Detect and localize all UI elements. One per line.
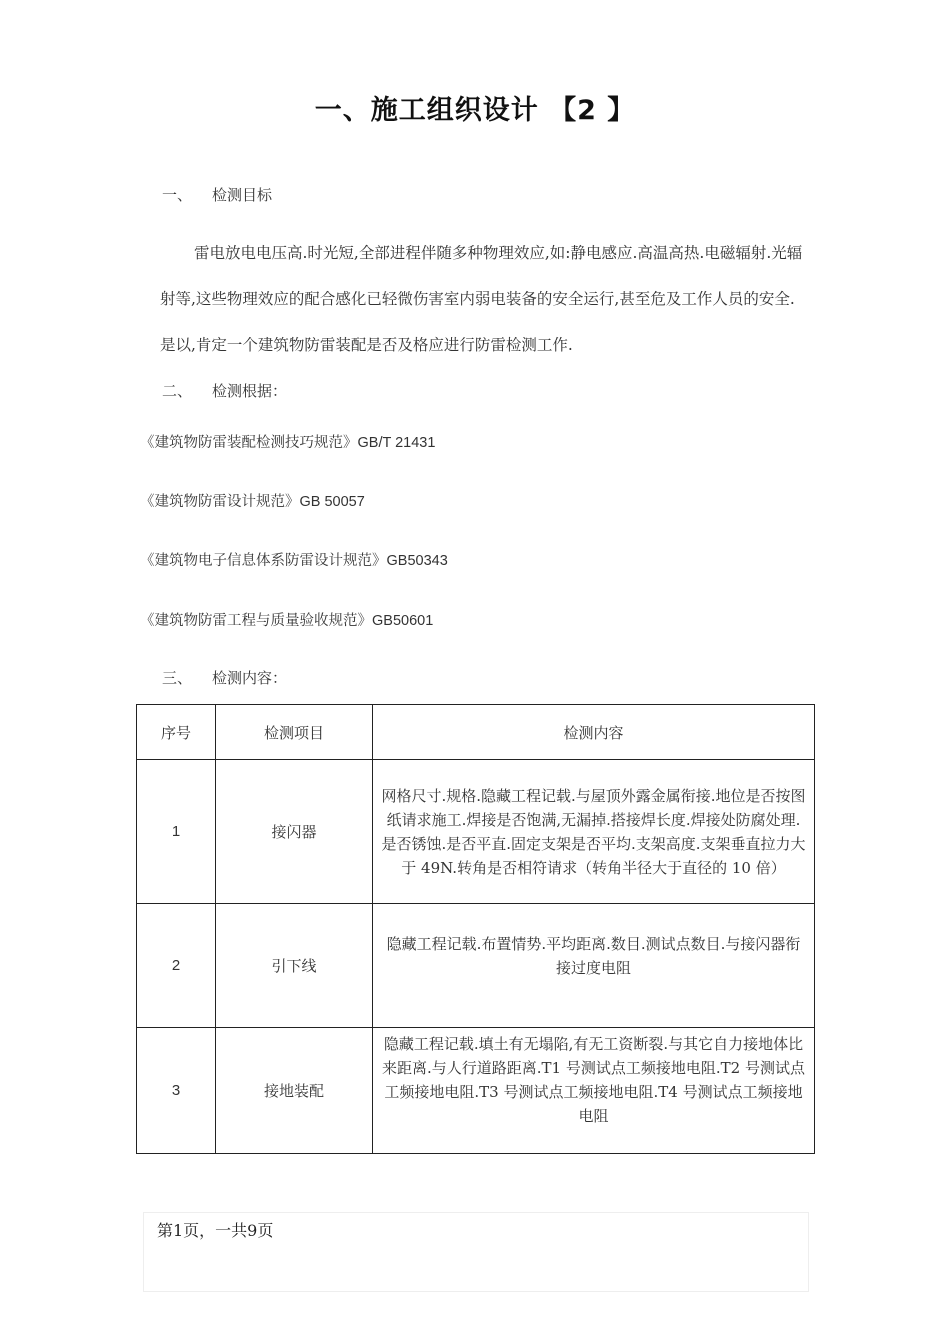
- page-footer: 第1页，一共9页: [157, 1221, 274, 1240]
- table-row: [137, 1028, 815, 1154]
- reference-name: 《建筑物防雷工程与质量验收规范》: [140, 613, 372, 629]
- row-content: 隐藏工程记载.布置情势.平均距离.数目.测试点数目.与接闪器衔接过度电阻: [373, 904, 815, 1028]
- row-item: 接闪器: [216, 760, 373, 904]
- reference-name: 《建筑物电子信息体系防雷设计规范》: [140, 553, 387, 569]
- row-index: 2: [137, 904, 216, 1028]
- table-header-row: [137, 705, 815, 760]
- reference-item: [140, 609, 433, 630]
- section-heading-basis: [162, 380, 287, 401]
- header-index: 序号: [137, 705, 216, 760]
- header-item: 检测项目: [216, 705, 373, 760]
- inspection-table: [136, 704, 815, 1154]
- section-label: 检测内容：: [212, 669, 288, 687]
- row-item: 引下线: [216, 904, 373, 1028]
- document-title: 一、施工组织设计 【2 】: [314, 95, 636, 126]
- section-number: 三、: [162, 669, 193, 687]
- row-content: 网格尺寸.规格.隐藏工程记载.与屋顶外露金属衔接.地位是否按图纸请求施工.焊接是否饱满,无漏掉.搭接焊长度.焊接处防腐处理.是否锈蚀.是否平直.固定支架是否平均.支架高度.支架垂直拉力大于 49N.转角是否相符请求（转角半径大于直径的 10 倍）: [373, 760, 815, 904]
- reference-item: [140, 490, 365, 511]
- table-row: [137, 904, 815, 1028]
- row-item: 接地装配: [216, 1028, 373, 1154]
- reference-item: [140, 549, 448, 570]
- section-label: 检测根据：: [212, 382, 288, 400]
- reference-code: GB50343: [386, 553, 448, 569]
- row-index: 1: [137, 760, 216, 904]
- reference-item: [140, 431, 435, 452]
- header-content: 检测内容: [373, 705, 815, 760]
- reference-name: 《建筑物防雷设计规范》: [140, 494, 300, 510]
- table-row: [137, 760, 815, 904]
- reference-code: GB/T 21431: [357, 435, 436, 451]
- section-number: 一、: [162, 186, 193, 204]
- section-label: 检测目标: [212, 186, 273, 204]
- reference-name: 《建筑物防雷装配检测技巧规范》: [140, 435, 358, 451]
- reference-code: GB50601: [372, 613, 434, 629]
- goal-paragraph: 雷电放电电压高.时光短,全部进程伴随多种物理效应,如:静电感应.高温高热.电磁辐射.光辐射等,这些物理效应的配合感化已轻微伤害室内弱电装备的安全运行,甚至危及工作人员的安全.是以,肯定一个建筑物防雷装配是否及格应进行防雷检测工作.: [160, 244, 803, 354]
- reference-code: GB 50057: [299, 494, 365, 510]
- row-index: 3: [137, 1028, 216, 1154]
- row-content: 隐藏工程记载.填土有无塌陷,有无工资断裂.与其它自力接地体比来距离.与人行道路距离.T1 号测试点工频接地电阻.T2 号测试点工频接地电阻.T3 号测试点工频接地电阻.T4 号测试点工频接地电阻: [373, 1028, 815, 1154]
- section-number: 二、: [162, 382, 193, 400]
- section-heading-goal: [162, 184, 272, 205]
- section-heading-content: [162, 667, 287, 688]
